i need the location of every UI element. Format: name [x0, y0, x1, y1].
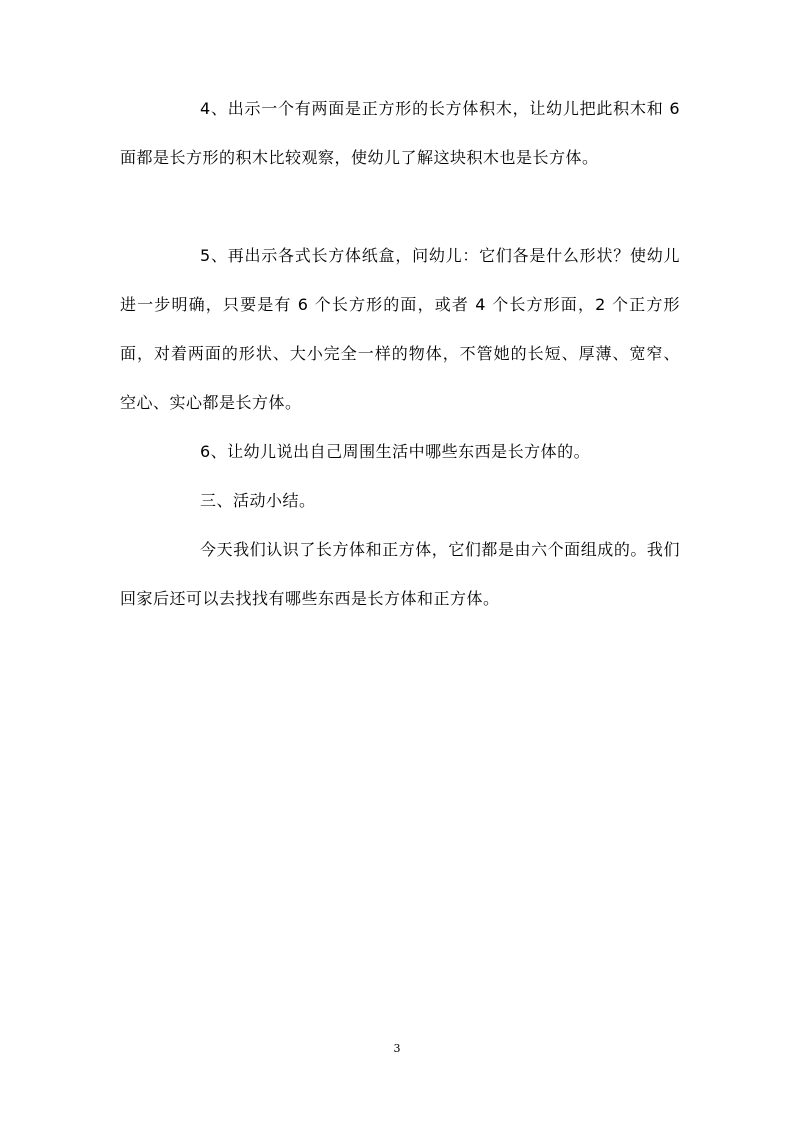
paragraph-text: 6、让幼儿说出自己周围生活中哪些东西是长方体的。	[200, 442, 591, 461]
paragraph-step-5	[120, 231, 680, 427]
paragraph-step-6	[120, 427, 680, 476]
paragraph-step-4	[120, 84, 680, 182]
paragraph-text: 今天我们认识了长方体和正方体，它们都是由六个面组成的。我们回家后还可以去找找有哪些东西是长方体和正方体。	[120, 540, 680, 608]
paragraph-text: 4、出示一个有两面是正方形的长方体积木，让幼儿把此积木和 6 面都是长方形的积木比较观察，使幼儿了解这块积木也是长方体。	[120, 99, 680, 167]
section-heading-summary	[120, 476, 680, 525]
heading-text: 三、活动小结。	[200, 491, 316, 510]
paragraph-summary	[120, 525, 680, 623]
paragraph-text: 5、再出示各式长方体纸盒，问幼儿：它们各是什么形状？使幼儿进一步明确，只要是有 6 个长方形的面，或者 4 个长方形面，2 个正方形面，对着两面的形状、大小完全一样的物体，不管她的长短、厚薄、宽窄、空心、实心都是长方体。	[120, 246, 680, 412]
page-number: 3	[393, 1042, 401, 1055]
